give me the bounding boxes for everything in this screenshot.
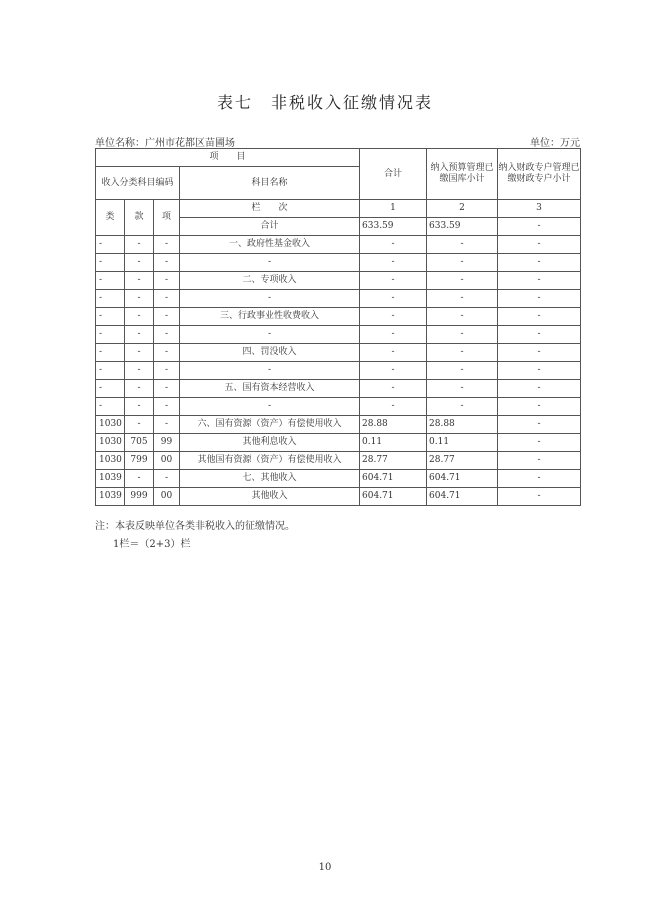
cell-special: - — [498, 272, 581, 290]
header-category-code: 收入分类科目编码 — [96, 167, 180, 200]
cell-xiang: 00 — [154, 452, 180, 470]
cell-kuan: - — [125, 380, 154, 398]
cell-budget: 0.11 — [427, 434, 498, 452]
money-unit: 单位：万元 — [530, 138, 580, 149]
cell-lei: - — [96, 344, 125, 362]
cell-xiang: - — [154, 344, 180, 362]
cell-xiang: 00 — [154, 488, 180, 506]
cell-name: 其他利息收入 — [180, 434, 360, 452]
cell-total: - — [360, 380, 427, 398]
cell-total: - — [360, 308, 427, 326]
cell-special: - — [498, 434, 581, 452]
cell-name: - — [180, 398, 360, 416]
header-project: 项 目 — [96, 149, 360, 167]
cell-budget: 28.88 — [427, 416, 498, 434]
cell-special: - — [498, 380, 581, 398]
cell-lei: - — [96, 326, 125, 344]
cell-special: - — [498, 488, 581, 506]
cell-special: - — [498, 452, 581, 470]
cell-name: 四、罚没收入 — [180, 344, 360, 362]
cell-xiang: - — [154, 308, 180, 326]
cell-name: 其他国有资源（资产）有偿使用收入 — [180, 452, 360, 470]
cell-name: 七、其他收入 — [180, 470, 360, 488]
table-row — [96, 344, 581, 362]
cell-total: - — [360, 254, 427, 272]
cell-budget: - — [427, 254, 498, 272]
notes — [95, 518, 295, 554]
cell-total: - — [360, 344, 427, 362]
header-budget: 纳入预算管理已缴国库小计 — [427, 149, 498, 200]
cell-special: - — [498, 218, 581, 236]
cell-name: 六、国有资源（资产）有偿使用收入 — [180, 416, 360, 434]
cell-special: - — [498, 236, 581, 254]
cell-name: - — [180, 254, 360, 272]
cell-budget: - — [427, 398, 498, 416]
non-tax-revenue-table — [95, 148, 581, 506]
cell-name: - — [180, 362, 360, 380]
cell-lei: 1039 — [96, 488, 125, 506]
cell-kuan: - — [125, 272, 154, 290]
cell-name: 其他收入 — [180, 488, 360, 506]
cell-total: - — [360, 236, 427, 254]
cell-name: - — [180, 326, 360, 344]
cell-total: - — [360, 362, 427, 380]
cell-total: 0.11 — [360, 434, 427, 452]
table-row — [96, 236, 581, 254]
cell-budget: - — [427, 236, 498, 254]
cell-kuan: - — [125, 362, 154, 380]
cell-budget: 633.59 — [427, 218, 498, 236]
table-row — [96, 326, 581, 344]
cell-kuan: - — [125, 326, 154, 344]
page-number: 10 — [318, 862, 332, 873]
cell-kuan: - — [125, 308, 154, 326]
header-lei: 类 — [96, 200, 125, 236]
cell-budget: - — [427, 362, 498, 380]
cell-special: - — [498, 344, 581, 362]
cell-xiang: - — [154, 380, 180, 398]
cell-xiang: - — [154, 362, 180, 380]
cell-kuan: - — [125, 254, 154, 272]
cell-name: 三、行政事业性收费收入 — [180, 308, 360, 326]
cell-special: - — [498, 308, 581, 326]
cell-lei: - — [96, 380, 125, 398]
cell-special: - — [498, 398, 581, 416]
cell-total: 28.88 — [360, 416, 427, 434]
header-col1: 1 — [360, 200, 427, 218]
cell-kuan: - — [125, 416, 154, 434]
header-col2: 2 — [427, 200, 498, 218]
cell-lei: - — [96, 236, 125, 254]
header-kuan: 款 — [125, 200, 154, 236]
cell-lei: - — [96, 308, 125, 326]
cell-xiang: - — [154, 470, 180, 488]
cell-xiang: - — [154, 290, 180, 308]
cell-budget: - — [427, 290, 498, 308]
cell-budget: - — [427, 272, 498, 290]
page-title: 表七 非税收入征缴情况表 — [216, 93, 433, 112]
cell-total: 633.59 — [360, 218, 427, 236]
cell-xiang: - — [154, 272, 180, 290]
header-xiang: 项 — [154, 200, 180, 236]
cell-budget: - — [427, 380, 498, 398]
cell-xiang: - — [154, 236, 180, 254]
table-row — [96, 434, 581, 452]
cell-lei: - — [96, 398, 125, 416]
cell-kuan: 705 — [125, 434, 154, 452]
cell-kuan: - — [125, 398, 154, 416]
cell-kuan: - — [125, 290, 154, 308]
header-total: 合计 — [360, 149, 427, 200]
cell-name: - — [180, 290, 360, 308]
header-item-name: 科目名称 — [180, 167, 360, 200]
cell-total: - — [360, 272, 427, 290]
header-col3: 3 — [498, 200, 581, 218]
cell-total: 604.71 — [360, 470, 427, 488]
cell-budget: 604.71 — [427, 488, 498, 506]
cell-budget: - — [427, 308, 498, 326]
table-row — [96, 452, 581, 470]
cell-name: 合计 — [180, 218, 360, 236]
cell-kuan: 799 — [125, 452, 154, 470]
cell-special: - — [498, 290, 581, 308]
cell-lei: - — [96, 272, 125, 290]
unit-name: 单位名称：广州市花都区苗圃场 — [95, 138, 235, 149]
note-line-1: 注：本表反映单位各类非税收入的征缴情况。 — [95, 521, 295, 532]
cell-name: 二、专项收入 — [180, 272, 360, 290]
header-special: 纳入财政专户管理已缴财政专户小计 — [498, 149, 581, 200]
cell-kuan: 999 — [125, 488, 154, 506]
header-column-label: 栏 次 — [180, 200, 360, 218]
table-row — [96, 398, 581, 416]
table-row — [96, 254, 581, 272]
cell-kuan: - — [125, 344, 154, 362]
cell-lei: 1030 — [96, 434, 125, 452]
cell-lei: 1030 — [96, 452, 125, 470]
cell-xiang: - — [154, 416, 180, 434]
table-row — [96, 290, 581, 308]
cell-total: 28.77 — [360, 452, 427, 470]
cell-budget: 28.77 — [427, 452, 498, 470]
cell-xiang: - — [154, 398, 180, 416]
table-row — [96, 488, 581, 506]
cell-special: - — [498, 254, 581, 272]
table-row — [96, 308, 581, 326]
cell-total: 604.71 — [360, 488, 427, 506]
cell-budget: 604.71 — [427, 470, 498, 488]
table-row — [96, 272, 581, 290]
cell-special: - — [498, 326, 581, 344]
cell-name: 五、国有资本经营收入 — [180, 380, 360, 398]
cell-special: - — [498, 470, 581, 488]
cell-kuan: - — [125, 470, 154, 488]
cell-special: - — [498, 416, 581, 434]
note-line-2: 1栏＝（2+3）栏 — [113, 539, 191, 550]
cell-kuan: - — [125, 236, 154, 254]
cell-xiang: - — [154, 254, 180, 272]
cell-lei: - — [96, 362, 125, 380]
cell-lei: 1039 — [96, 470, 125, 488]
cell-xiang: - — [154, 326, 180, 344]
table-row — [96, 380, 581, 398]
cell-xiang: 99 — [154, 434, 180, 452]
cell-total: - — [360, 398, 427, 416]
table-row — [96, 416, 581, 434]
cell-name: 一、政府性基金收入 — [180, 236, 360, 254]
cell-lei: - — [96, 254, 125, 272]
cell-total: - — [360, 326, 427, 344]
cell-budget: - — [427, 326, 498, 344]
cell-budget: - — [427, 344, 498, 362]
cell-lei: - — [96, 290, 125, 308]
table-row — [96, 362, 581, 380]
cell-special: - — [498, 362, 581, 380]
table-row — [96, 470, 581, 488]
cell-total: - — [360, 290, 427, 308]
cell-lei: 1030 — [96, 416, 125, 434]
